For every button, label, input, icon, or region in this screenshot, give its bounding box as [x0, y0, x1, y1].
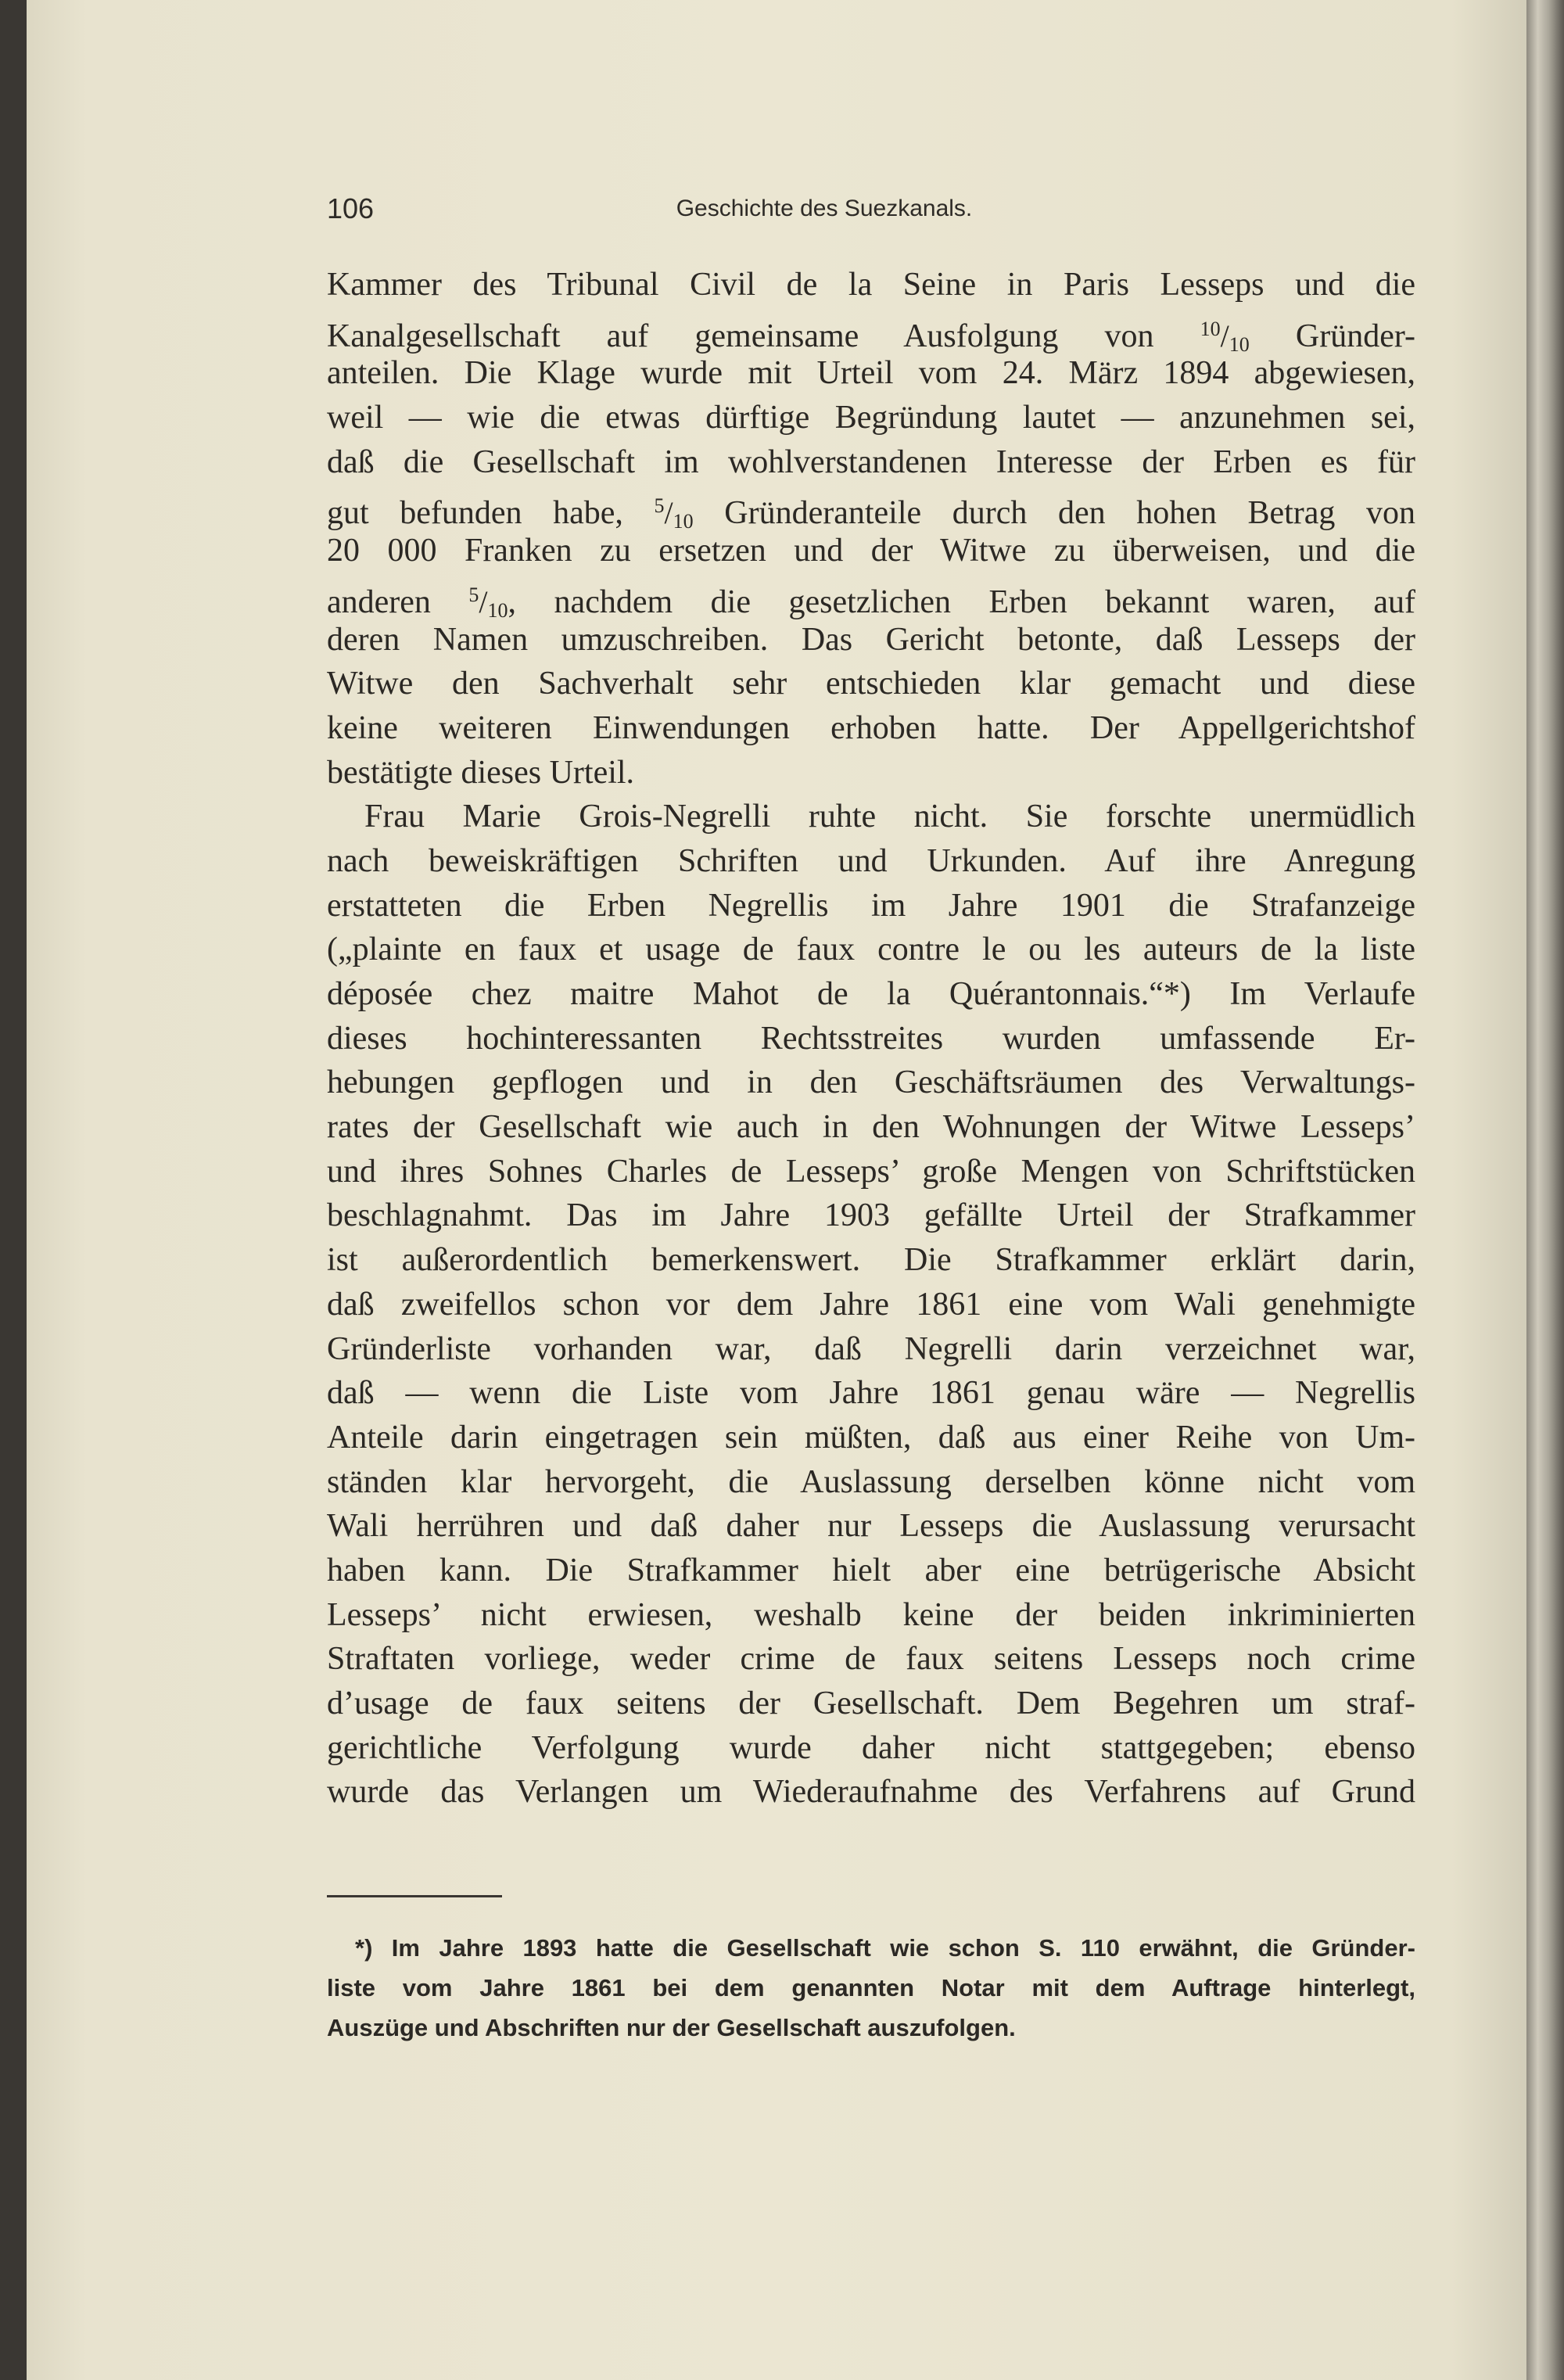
text-line [327, 706, 1415, 751]
text-segment: Gründer- [1249, 318, 1416, 354]
text-line [327, 484, 1415, 533]
text-segment: rates der Gesellschaft wie auch in den Wohnungen der Witwe Lesseps’ [327, 1109, 1415, 1146]
text-line [327, 1593, 1415, 1638]
text-line [327, 1105, 1415, 1150]
text-line [327, 1770, 1415, 1815]
text-line [327, 1327, 1415, 1372]
text-segment: erstatteten die Erben Negrellis im Jahre 1901 die Strafanzeige [327, 887, 1415, 924]
fraction [654, 494, 694, 533]
text-segment: daß zweifellos schon vor dem Jahre 1861 eine vom Wali genehmigte [327, 1286, 1415, 1323]
text-line [327, 1416, 1415, 1460]
text-segment: Wali herrühren und daß daher nur Lesseps die Auslassung verursacht [327, 1508, 1415, 1545]
text-segment: ständen klar hervorgeht, die Auslassung derselben könne nicht vom [327, 1463, 1415, 1500]
text-line [327, 307, 1416, 356]
text-segment: anteilen. Die Klage wurde mit Urteil vom 24. März 1894 abgewiesen, [327, 355, 1415, 392]
fraction-numerator: 10 [1200, 317, 1221, 340]
footnote-rule [327, 1895, 502, 1897]
fraction [1200, 317, 1250, 356]
text-segment: keine weiteren Einwendungen erhoben hatte. Der Appellgerichtshof [327, 709, 1415, 746]
text-line [327, 1726, 1415, 1771]
text-line [327, 1549, 1415, 1593]
footnote-line: liste vom Jahre 1861 bei dem genannten Notar mit dem Auftrage hinterlegt, [327, 1974, 1415, 2001]
footnote-line: Auszüge und Abschriften nur der Gesellschaft auszufolgen. [327, 2014, 1016, 2041]
text-line [327, 529, 1415, 573]
text-segment: Witwe den Sachverhalt sehr entschieden klar gemacht und diese [327, 666, 1415, 702]
fraction-numerator: 5 [654, 494, 665, 518]
fraction-slash: / [664, 495, 673, 531]
text-segment: déposée chez maitre Mahot de la Quérantonnais.“*) Im Verlaufe [327, 976, 1415, 1012]
text-segment: bestätigte dieses Urteil. [327, 754, 635, 791]
text-segment: weil — wie die etwas dürftige Begründung lautet — anzunehmen sei, [327, 400, 1415, 436]
text-line [327, 928, 1415, 972]
fraction-denominator: 10 [487, 598, 508, 622]
text-line [327, 263, 1415, 307]
text-segment: wurde das Verlangen um Wiederaufnahme des Verfahrens auf Grund [327, 1774, 1415, 1811]
text-segment: dieses hochinteressanten Rechtsstreites wurden umfassende Er- [327, 1020, 1415, 1057]
text-segment: Lesseps’ nicht erwiesen, weshalb keine der beiden inkriminierten [327, 1596, 1415, 1633]
text-segment: anderen [327, 583, 469, 620]
text-segment: gerichtliche Verfolgung wurde daher nicht stattgegeben; ebenso [327, 1729, 1415, 1766]
text-line [327, 440, 1415, 485]
text-line [327, 972, 1415, 1017]
fraction [468, 583, 508, 622]
text-line [327, 1371, 1415, 1416]
text-segment: und ihres Sohnes Charles de Lesseps’ große Mengen von Schriftstücken [327, 1153, 1415, 1190]
page-edge [1526, 0, 1564, 2380]
text-line [327, 1150, 1415, 1194]
text-line [327, 1238, 1415, 1283]
text-line [327, 573, 1415, 622]
text-segment: ist außerordentlich bemerkenswert. Die Strafkammer erklärt darin, [327, 1242, 1415, 1279]
text-line [327, 662, 1415, 706]
text-segment: deren Namen umzuschreiben. Das Gericht betonte, daß Lesseps der [327, 621, 1415, 658]
text-segment: daß die Gesellschaft im wohlverstandenen Interesse der Erben es für [327, 443, 1415, 480]
footnote [327, 1928, 1415, 2048]
fraction-denominator: 10 [1229, 332, 1250, 356]
text-segment: daß — wenn die Liste vom Jahre 1861 genau wäre — Negrellis [327, 1375, 1415, 1412]
text-line [327, 1682, 1415, 1726]
text-segment: d’usage de faux seitens der Gesellschaft. Dem Begehren um straf- [327, 1685, 1415, 1721]
text-line [327, 1017, 1415, 1061]
text-line [327, 1194, 1415, 1238]
text-segment: Kanalgesellschaft auf gemeinsame Ausfolgung von [327, 318, 1200, 354]
text-segment: Gründerliste vorhanden war, daß Negrelli darin verzeichnet war, [327, 1330, 1415, 1367]
text-segment: Straftaten vorliege, weder crime de faux seitens Lesseps noch crime [327, 1641, 1415, 1678]
text-line [327, 396, 1415, 440]
fraction-numerator: 5 [468, 583, 479, 606]
text-segment: gut befunden habe, [327, 495, 655, 532]
text-segment: Anteile darin eingetragen sein müßten, daß aus einer Reihe von Um- [327, 1419, 1415, 1456]
text-line [327, 351, 1415, 396]
text-segment: Kammer des Tribunal Civil de la Seine in Paris Lesseps und die [327, 267, 1415, 303]
text-segment: 20 000 Franken zu ersetzen und der Witwe zu überweisen, und die [327, 533, 1415, 569]
body-text [327, 263, 1415, 1815]
text-segment: („plainte en faux et usage de faux contre le ou les auteurs de la liste [327, 932, 1415, 968]
text-line [327, 751, 1415, 795]
running-title: Geschichte des Suezkanals. [676, 196, 973, 221]
text-line [327, 1504, 1415, 1549]
text-segment: nach beweiskräftigen Schriften und Urkunden. Auf ihre Anregung [327, 842, 1415, 879]
text-segment: hebungen gepflogen und in den Geschäftsräumen des Verwaltungs- [327, 1064, 1415, 1101]
text-line [327, 884, 1415, 928]
fraction-slash: / [1220, 318, 1229, 354]
text-segment: beschlagnahmt. Das im Jahre 1903 gefällte Urteil der Strafkammer [327, 1197, 1415, 1234]
page-number: 106 [327, 192, 375, 224]
text-line [327, 1460, 1415, 1505]
footnote-line: *) Im Jahre 1893 hatte die Gesellschaft wie schon S. 110 erwähnt, die Gründer- [355, 1934, 1415, 1962]
text-line [327, 1637, 1415, 1682]
text-line [327, 1061, 1415, 1105]
fraction-denominator: 10 [673, 510, 694, 533]
text-segment: , nachdem die gesetzlichen Erben bekannt waren, auf [508, 583, 1415, 620]
text-segment: haben kann. Die Strafkammer hielt aber eine betrügerische Absicht [327, 1552, 1415, 1588]
text-segment: Gründeranteile durch den hohen Betrag von [693, 495, 1415, 532]
text-line [327, 1283, 1415, 1327]
text-segment: Frau Marie Grois-Negrelli ruhte nicht. Sie forschte unermüdlich [364, 799, 1415, 835]
text-line [327, 618, 1415, 662]
text-line [327, 795, 1415, 839]
text-line [327, 839, 1415, 884]
running-header [327, 192, 1415, 232]
fraction-slash: / [479, 583, 488, 619]
